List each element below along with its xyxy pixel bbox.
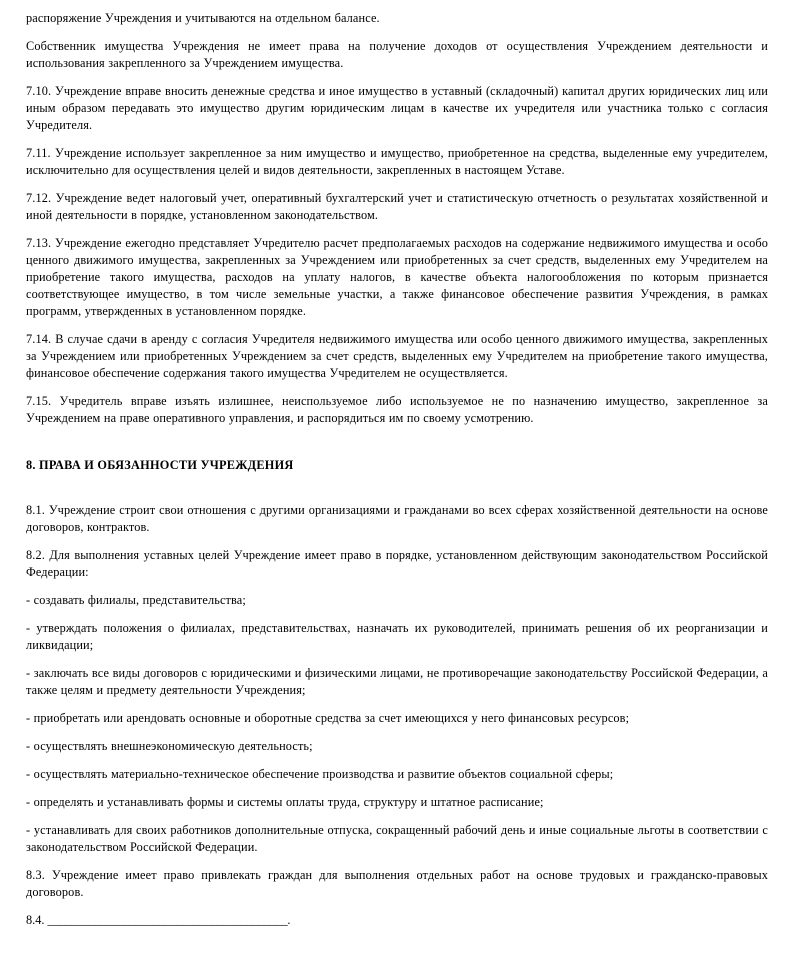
list-item-foreign-economic: - осуществлять внешнеэкономическую деятельность; <box>26 739 313 753</box>
clause-7-12: 7.12. Учреждение ведет налоговый учет, оперативный бухгалтерский учет и статистическую отчетность о результатах хозяйственной и иной деятельности в порядке, установленном законодательством. <box>26 191 768 222</box>
list-item-branches: - создавать филиалы, представительства; <box>26 593 246 607</box>
paragraph-continuation: распоряжение Учреждения и учитываются на отдельном балансе. <box>26 11 380 25</box>
section-heading-8: 8. ПРАВА И ОБЯЗАННОСТИ УЧРЕЖДЕНИЯ <box>26 458 294 472</box>
clause-8-4-fill-in <box>26 912 768 929</box>
clause-8-3: 8.3. Учреждение имеет право привлекать граждан для выполнения отдельных работ на основе трудовых и гражданско-правовых договоров. <box>26 868 768 899</box>
paragraph-owner-income: Собственник имущества Учреждения не имеет права на получение доходов от осуществления Учреждением деятельности и использования закрепленного за Учреждением имущества. <box>26 39 768 70</box>
clause-8-2: 8.2. Для выполнения уставных целей Учреждение имеет право в порядке, установленном действующим законодательством Российской Федерации: <box>26 548 768 579</box>
clause-7-15: 7.15. Учредитель вправе изъять излишнее, неиспользуемое либо используемое не по назначению имущество, закрепленное за Учреждением на праве оперативного управления, и распорядиться им по своему усмотрению. <box>26 394 768 425</box>
clause-7-14: 7.14. В случае сдачи в аренду с согласия Учредителя недвижимого имущества или особо ценного движимого имущества, закрепленных за Учреждением или приобретенных Учреждением за счет средств, выделенных ему Учредителем на приобретение такого имущества, финансовое обеспечение содержания такого имущества Учредителем не осуществляется. <box>26 332 768 380</box>
list-item-acquire-lease: - приобретать или арендовать основные и оборотные средства за счет имеющихся у него финансовых ресурсов; <box>26 711 630 725</box>
list-item-wages: - определять и устанавливать формы и системы оплаты труда, структуру и штатное расписание; <box>26 795 544 809</box>
clause-7-11: 7.11. Учреждение использует закрепленное за ним имущество и имущество, приобретенное на средства, выделенные ему учредителем, исключительно для осуществления целей и видов деятельности, закрепленных в настоящем Уставе. <box>26 146 768 177</box>
list-item-branch-regulations: - утверждать положения о филиалах, представительствах, назначать их руководителей, принимать решения об их реорганизации и ликвидации; <box>26 621 768 652</box>
document-body <box>26 10 768 929</box>
list-item-contracts: - заключать все виды договоров с юридическими и физическими лицами, не противоречащие законодательству Российской Федерации, а также целям и предмету деятельности Учреждения; <box>26 666 768 697</box>
list-item-benefits: - устанавливать для своих работников дополнительные отпуска, сокращенный рабочий день и иные социальные льготы в соответствии с законодательством Российской Федерации. <box>26 823 768 854</box>
clause-7-13: 7.13. Учреждение ежегодно представляет Учредителю расчет предполагаемых расходов на содержание недвижимого имущества и особо ценного движимого имущества, закрепленных за Учреждением или приобретенных за счет средств, выделенных ему Учредителем на приобретение такого имущества, расходов на уплату налогов, в качестве объекта налогообложения по которым признается соответствующее имущество, в том числе земельные участки, а также финансовое обеспечение развития Учреждения, в рамках программ, утвержденных в установленном порядке. <box>26 236 768 318</box>
clause-8-1: 8.1. Учреждение строит свои отношения с другими организациями и гражданами во всех сферах хозяйственной деятельности на основе договоров, контрактов. <box>26 503 768 534</box>
clause-8-4-terminator: . <box>287 913 291 927</box>
clause-8-4-number: 8.4. <box>26 913 45 927</box>
clause-7-10: 7.10. Учреждение вправе вносить денежные средства и иное имущество в уставный (складочный) капитал других юридических лиц или иным образом передавать это имущество другим юридическим лицам в качестве их учредителя или участника только с согласия Учредителя. <box>26 84 768 132</box>
list-item-material-technical: - осуществлять материально-техническое обеспечение производства и развитие объектов социальной сферы; <box>26 767 614 781</box>
clause-8-4-blank[interactable]: _________________________________________ <box>47 913 288 927</box>
